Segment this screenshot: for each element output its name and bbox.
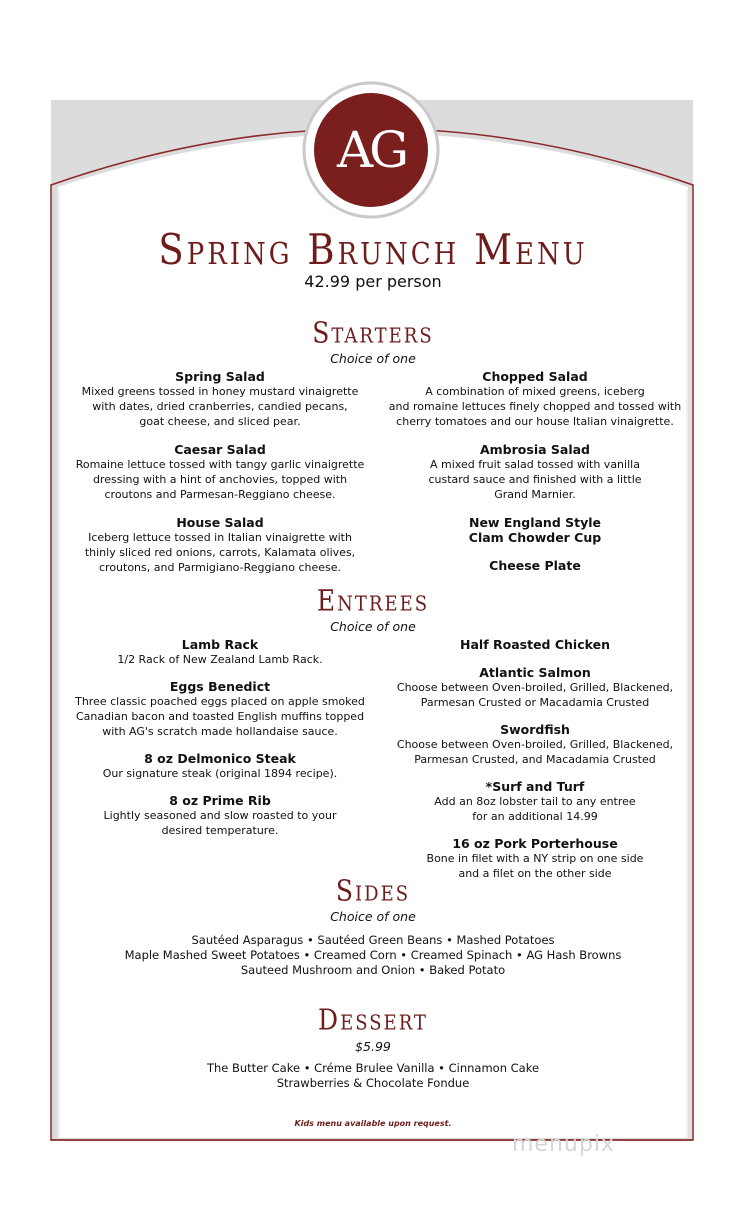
starters-right-column <box>376 369 694 586</box>
item-desc: Grand Marnier. <box>494 488 576 501</box>
item-desc: Parmesan Crusted or Macadamia Crusted <box>420 696 650 709</box>
dessert-price: $5.99 <box>355 1039 391 1054</box>
entrees-right-column <box>376 637 694 893</box>
menu-item <box>70 515 370 575</box>
item-name: Lamb Rack <box>181 637 259 652</box>
menu-item <box>376 515 694 545</box>
menu-item <box>376 722 694 767</box>
item-name: New England Style <box>468 515 602 530</box>
item-desc: Canadian bacon and toasted English muffins topped <box>75 710 365 723</box>
item-desc: Three classic poached eggs placed on apple smoked <box>75 695 365 708</box>
item-desc: croutons and Parmesan-Reggiano cheese. <box>104 488 336 501</box>
item-desc: and romaine lettuces finely chopped and tossed with <box>388 400 682 413</box>
dessert-line: The Butter Cake • Créme Brulee Vanilla • Cinnamon Cake <box>206 1061 540 1075</box>
dessert-line: Strawberries & Chocolate Fondue <box>276 1076 470 1090</box>
item-desc: Iceberg lettuce tossed in Italian vinaigrette with <box>88 531 352 544</box>
item-desc: Mixed greens tossed in honey mustard vinaigrette <box>81 385 359 398</box>
menu-item <box>376 558 694 573</box>
item-desc: Lightly seasoned and slow roasted to your <box>103 809 337 822</box>
item-desc: Bone in filet with a NY strip on one side <box>426 852 644 865</box>
item-desc: Add an 8oz lobster tail to any entree <box>434 795 636 808</box>
item-name: Half Roasted Chicken <box>460 637 610 652</box>
item-name: Clam Chowder Cup <box>468 530 602 545</box>
item-name: Chopped Salad <box>482 369 588 384</box>
item-desc: Romaine lettuce tossed with tangy garlic vinaigrette <box>75 458 365 471</box>
item-name: *Surf and Turf <box>485 779 585 794</box>
starters-left-column <box>70 369 370 588</box>
item-desc: goat cheese, and sliced pear. <box>139 415 301 428</box>
menu-item <box>376 369 694 429</box>
item-desc: for an additional 14.99 <box>472 810 598 823</box>
sides-line: Maple Mashed Sweet Potatoes • Creamed Corn • Creamed Spinach • AG Hash Browns <box>124 948 622 962</box>
item-name: 16 oz Pork Porterhouse <box>452 836 618 851</box>
menu-title: Spring Brunch Menu <box>158 224 588 275</box>
sides-line: Sauteed Mushroom and Onion • Baked Potato <box>240 963 506 977</box>
menu-item <box>376 779 694 824</box>
item-name: Atlantic Salmon <box>479 665 591 680</box>
sides-list <box>0 933 746 978</box>
item-desc: Choose between Oven-broiled, Grilled, Blackened, <box>396 681 674 694</box>
item-name: Swordfish <box>500 722 570 737</box>
item-name: 8 oz Prime Rib <box>169 793 271 808</box>
menu-item <box>70 751 370 781</box>
menu-item <box>70 793 370 838</box>
item-desc: and a filet on the other side <box>458 867 612 880</box>
item-desc: A mixed fruit salad tossed with vanilla <box>430 458 640 471</box>
item-desc: desired temperature. <box>161 824 279 837</box>
menu-price: 42.99 per person <box>304 272 442 291</box>
menu-item <box>70 369 370 429</box>
item-name: Caesar Salad <box>174 442 266 457</box>
dessert-list <box>0 1061 746 1091</box>
sides-heading: Sides <box>335 873 411 908</box>
item-desc: croutons, and Parmigiano-Reggiano cheese. <box>98 561 342 574</box>
item-name: Eggs Benedict <box>169 679 271 694</box>
menu-item <box>70 637 370 667</box>
starters-subtitle: Choice of one <box>330 351 416 366</box>
item-desc: custard sauce and finished with a little <box>428 473 642 486</box>
item-desc: Our signature steak (original 1894 recipe). <box>102 767 338 780</box>
menu-item <box>70 442 370 502</box>
item-name: 8 oz Delmonico Steak <box>144 751 296 766</box>
entrees-subtitle: Choice of one <box>330 619 416 634</box>
item-desc: 1/2 Rack of New Zealand Lamb Rack. <box>117 653 323 666</box>
dessert-heading: Dessert <box>318 1002 428 1037</box>
item-name: House Salad <box>176 515 264 530</box>
logo-text: AG <box>336 121 406 179</box>
item-desc: A combination of mixed greens, iceberg <box>425 385 645 398</box>
item-name: Spring Salad <box>175 369 265 384</box>
entrees-heading: Entrees <box>316 583 430 618</box>
item-name: Cheese Plate <box>489 558 581 573</box>
menu-item <box>70 679 370 739</box>
sides-subtitle: Choice of one <box>330 909 416 924</box>
item-desc: with dates, dried cranberries, candied pecans, <box>92 400 348 413</box>
entrees-left-column <box>70 637 370 850</box>
item-desc: cherry tomatoes and our house Italian vinaigrette. <box>396 415 674 428</box>
menu-item <box>376 442 694 502</box>
kids-menu-note: Kids menu available upon request. <box>294 1119 452 1128</box>
item-desc: Choose between Oven-broiled, Grilled, Blackened, <box>396 738 674 751</box>
menu-item <box>376 665 694 710</box>
watermark: menupix <box>512 1132 615 1157</box>
menu-item <box>376 637 694 652</box>
item-desc: Parmesan Crusted, and Macadamia Crusted <box>414 753 656 766</box>
item-desc: with AG's scratch made hollandaise sauce. <box>102 725 338 738</box>
starters-heading: Starters <box>312 315 434 350</box>
sides-line: Sautéed Asparagus • Sautéed Green Beans • Mashed Potatoes <box>191 933 555 947</box>
item-desc: dressing with a hint of anchovies, topped with <box>92 473 348 486</box>
item-name: Ambrosia Salad <box>479 442 591 457</box>
item-desc: thinly sliced red onions, carrots, Kalamata olives, <box>84 546 356 559</box>
